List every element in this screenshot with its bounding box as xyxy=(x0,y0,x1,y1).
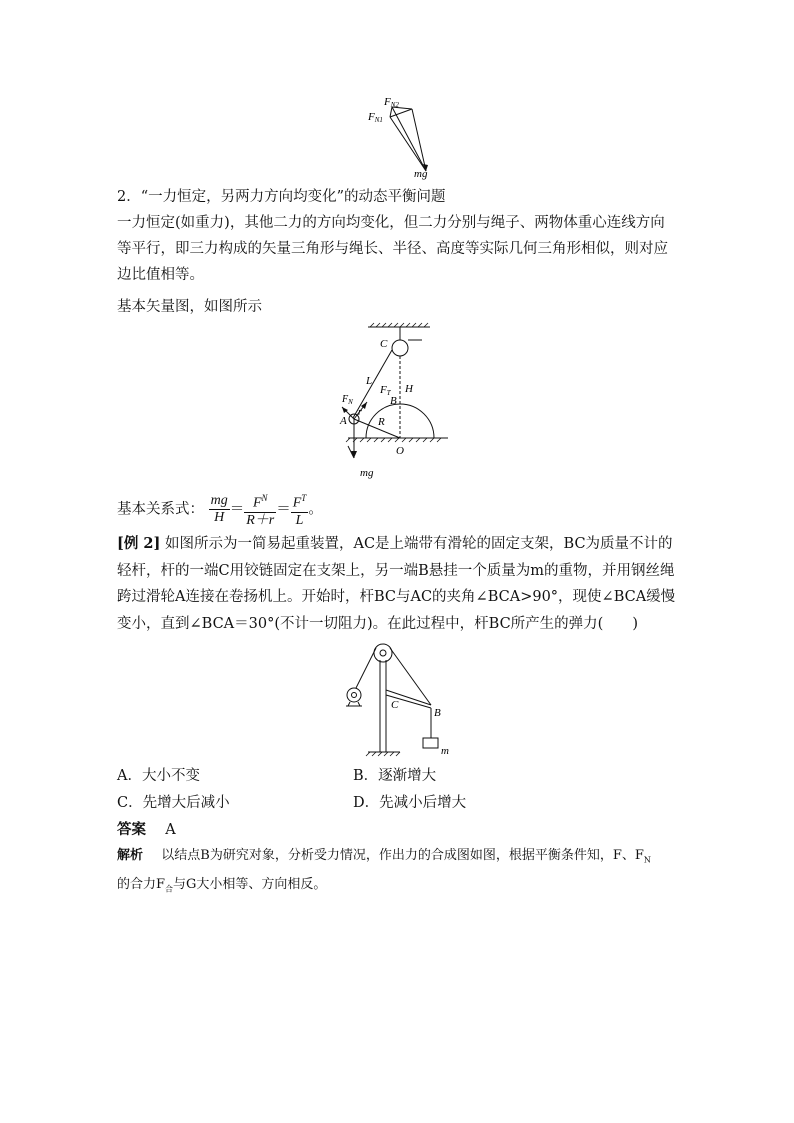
example-body: 如图所示为一简易起重装置，AC是上端带有滑轮的固定支架，BC为质量不计的轻杆，杆的一端C用铰链固定在支架上，另一端B悬挂一个质量为m的重物，并用钢丝绳跨过滑轮A连接在卷扬机上。开始时，杆BC与AC的夹角∠BCA>90°，现使∠BCA缓慢变小，直到∠BCA＝30°(不计一切阻力)。在此过程中，杆BC所产生的弹力( ) xyxy=(117,536,676,632)
analysis-block xyxy=(117,845,682,900)
fig2-label-O: O xyxy=(396,445,404,457)
analysis-line2b: 与G大小相等、方向相反。 xyxy=(173,876,327,892)
option-c: C．先增大后减小 xyxy=(117,795,230,811)
equals-sign: ＝ xyxy=(229,501,245,518)
fig2-label-H: H xyxy=(405,383,413,395)
answer-value: A xyxy=(165,822,176,838)
fig2-label-C: C xyxy=(380,338,388,350)
analysis-line2-subscript: 合 xyxy=(165,884,174,894)
crane-figure xyxy=(338,640,458,760)
fraction-denominator: R＋r xyxy=(246,512,275,528)
fig3-label-m: m xyxy=(441,745,449,757)
fraction-fn-over-rr xyxy=(244,490,276,529)
fig2-label-FT: FT xyxy=(380,384,391,397)
fraction-ft-over-l xyxy=(291,490,309,529)
answer-line xyxy=(117,820,176,840)
fig2-label-B: B xyxy=(390,395,397,407)
equals-sign: ＝ xyxy=(276,501,291,518)
section-heading: 2．“一力恒定，另两力方向均变化”的动态平衡问题 xyxy=(117,189,446,205)
fig3-label-B: B xyxy=(434,707,441,719)
example-tag: [例 2] xyxy=(117,535,161,552)
fig2-label-r: r xyxy=(358,407,362,418)
basic-relation xyxy=(117,490,323,529)
fig2-label-mg: mg xyxy=(360,467,374,479)
fraction-numerator: $F^N$ xyxy=(244,490,276,513)
analysis-label: 解析 xyxy=(117,848,144,863)
option-b: B．逐渐增大 xyxy=(353,768,437,784)
analysis-line1: 以结点B为研究对象，分析受力情况，作出力的合成图如图，根据平衡条件知，F、F xyxy=(161,848,644,863)
section-paragraph: 一力恒定(如重力)，其他二力的方向均变化，但二力分别与绳子、两物体重心连线方向等平行，即三力构成的矢量三角形与绳长、半径、高度等实际几何三角形相似，则对应边比值相等。 xyxy=(117,215,668,283)
fig2-label-R: R xyxy=(378,416,385,428)
force-triangle-figure xyxy=(360,95,450,180)
fraction-numerator: $F^T$ xyxy=(291,490,309,513)
fig2-label-FN: $F_N$ xyxy=(342,394,353,406)
option-a: A．大小不变 xyxy=(117,768,200,784)
relation-prefix: 基本关系式： xyxy=(117,501,204,518)
fig1-fn1-label: FN1 xyxy=(368,111,383,124)
example-2-text xyxy=(117,531,679,637)
fig2-label-L: L xyxy=(366,375,373,387)
option-d: D．先减小后增大 xyxy=(353,795,467,811)
fraction-denominator: H xyxy=(214,509,225,525)
analysis-line2a: 的合力F xyxy=(117,876,166,892)
analysis-line1-subscript: N xyxy=(643,855,651,865)
fig1-fn2-label: FN2 xyxy=(384,96,399,109)
fig2-label-A: A xyxy=(340,415,347,427)
fraction-numerator: mg xyxy=(210,492,228,508)
vector-figure-caption: 基本矢量图，如图所示 xyxy=(117,299,262,315)
fig1-mg-label: mg xyxy=(414,168,428,180)
fraction-mg-over-h xyxy=(209,493,230,526)
fig3-label-C: C xyxy=(391,699,399,711)
hemisphere-vector-figure xyxy=(330,320,470,480)
answer-label: 答案 xyxy=(117,821,146,838)
fraction-denominator: L xyxy=(295,512,304,528)
period: 。 xyxy=(308,501,323,518)
